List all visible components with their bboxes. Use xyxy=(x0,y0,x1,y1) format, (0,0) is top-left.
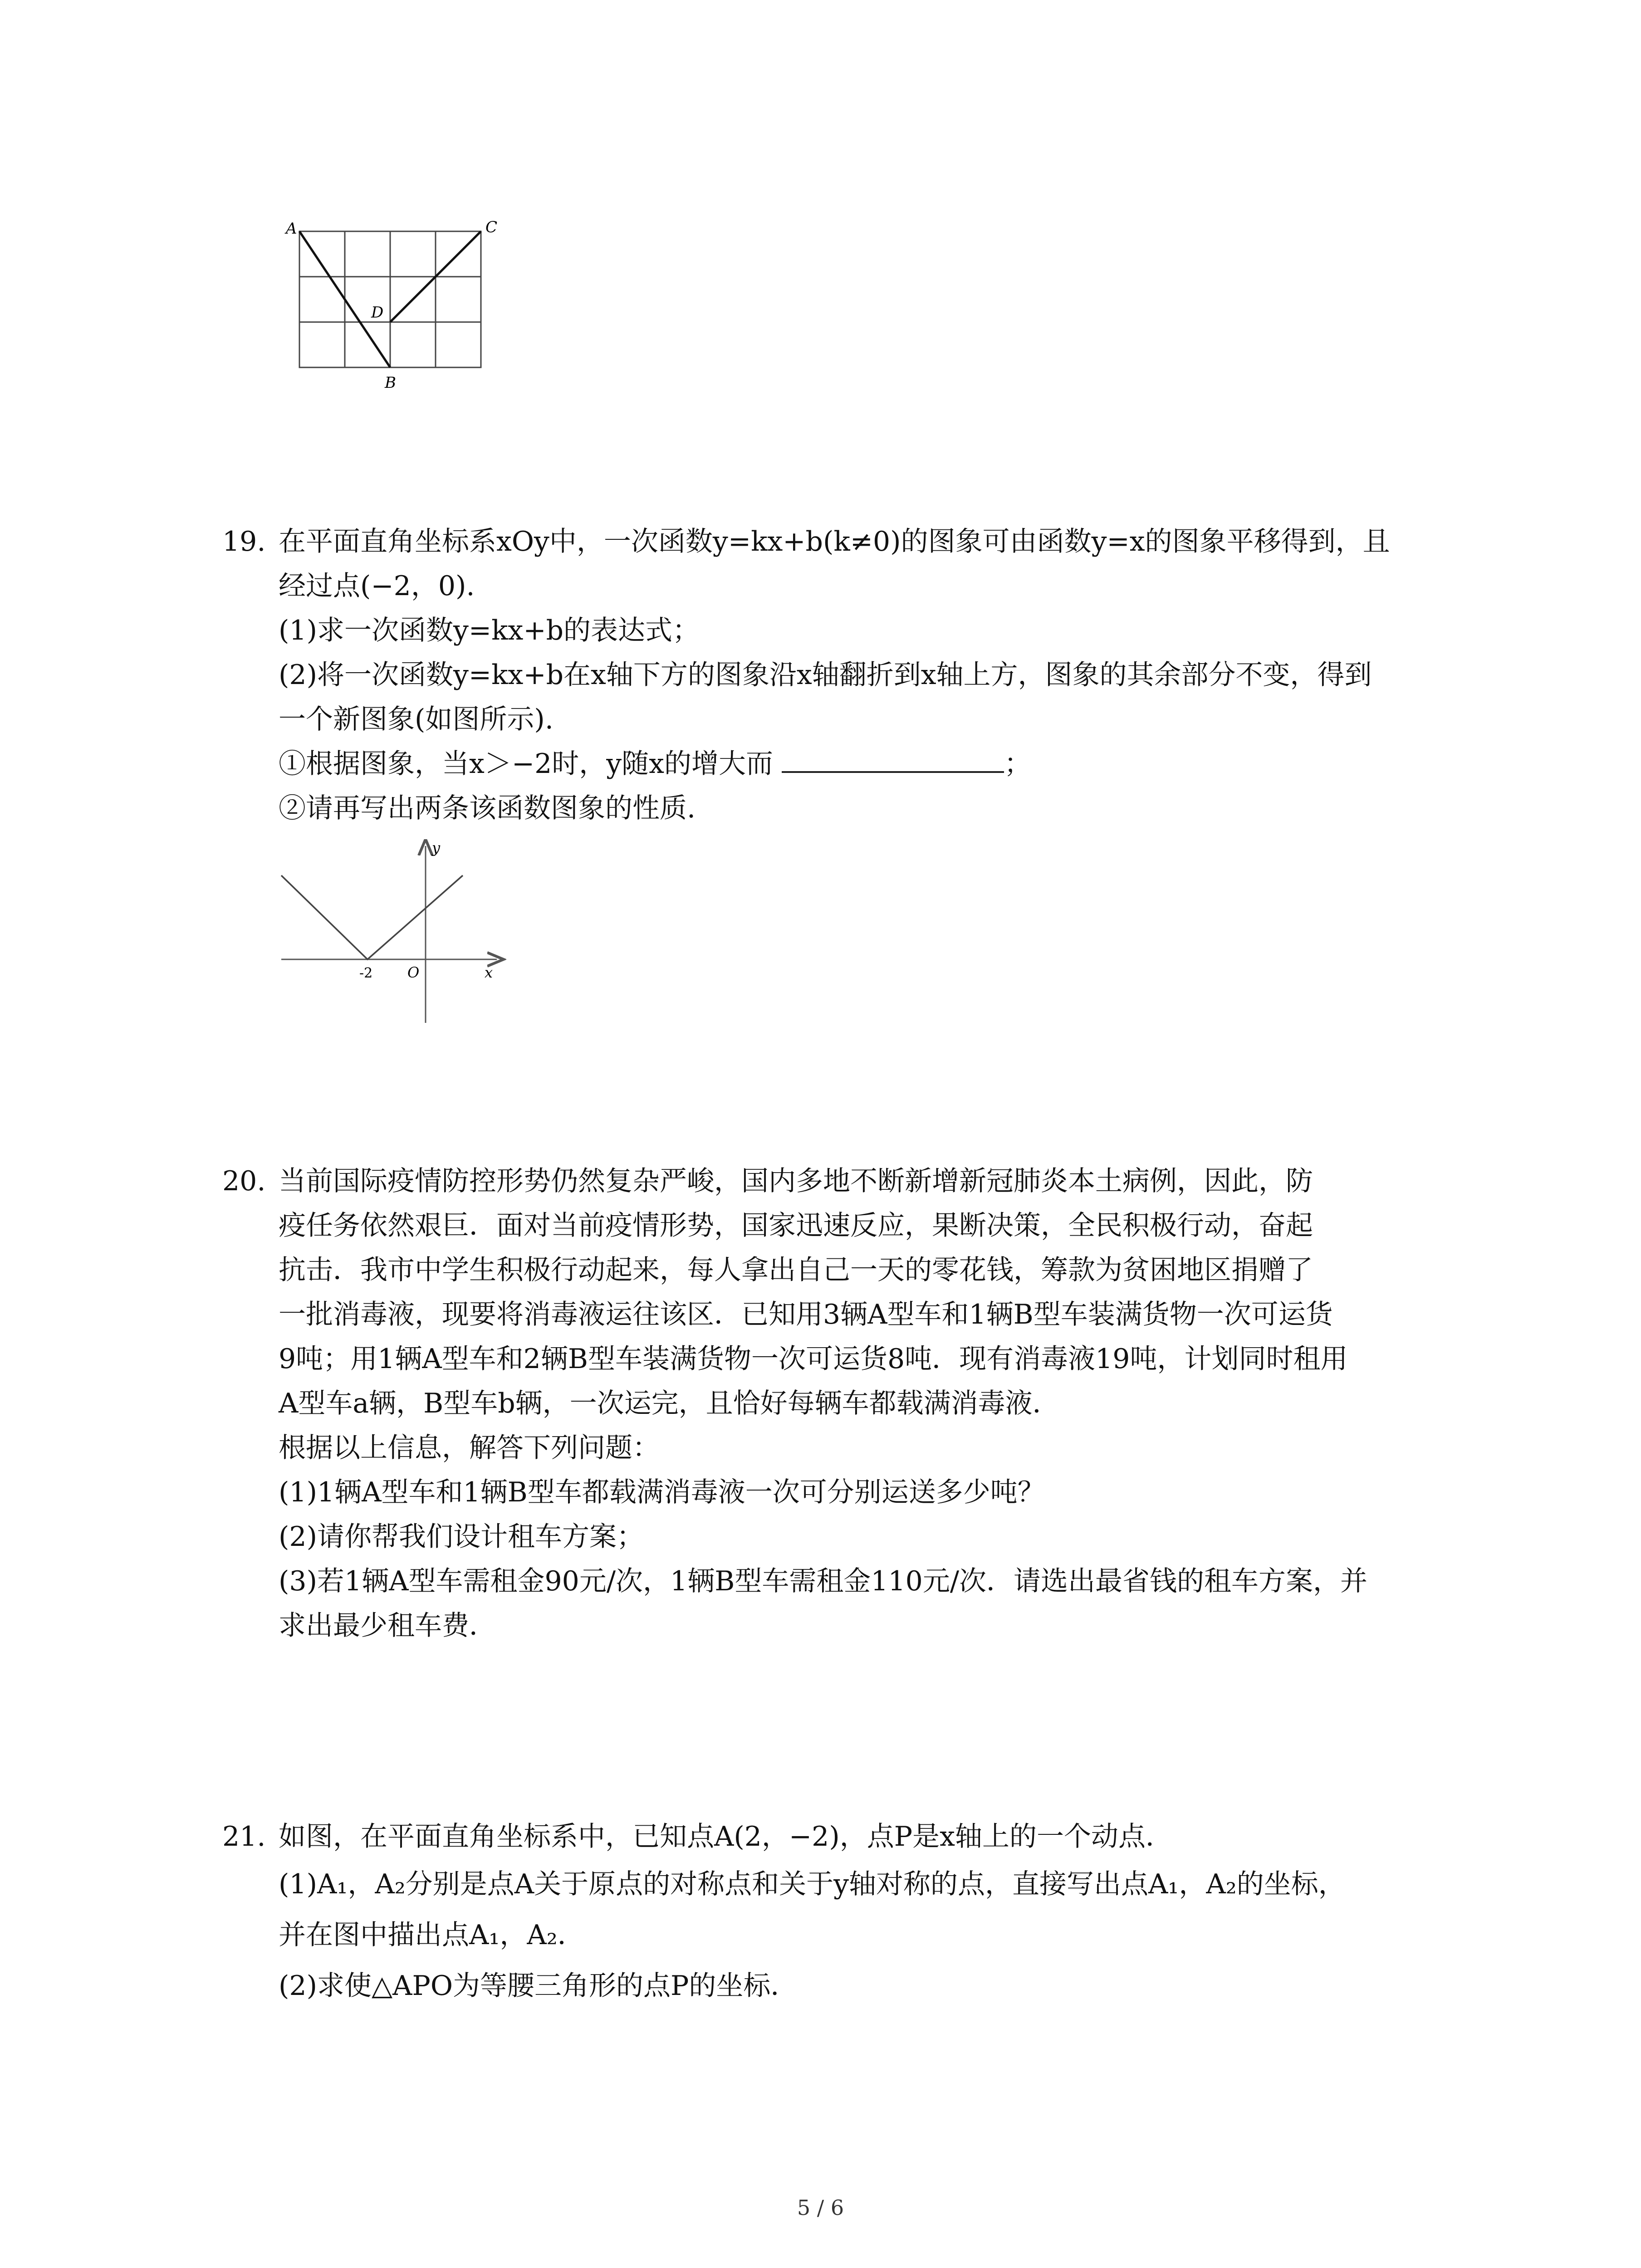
q19-line-2: (1)求一次函数y=kx+b的表达式； xyxy=(279,615,700,646)
question-21 xyxy=(222,1814,1456,2011)
q19-line-4: 一个新图象(如图所示). xyxy=(279,704,554,735)
function-graph xyxy=(272,839,508,1030)
axes xyxy=(281,846,497,1023)
page-number: 5 / 6 xyxy=(797,2195,844,2220)
q20-line-5: A型车a辆，B型车b辆，一次运完，且恰好每辆车都载满消毒液． xyxy=(279,1388,1060,1419)
label-b: B xyxy=(385,374,396,392)
q21-line-3: (2)求使△APO为等腰三角形的点P的坐标． xyxy=(279,1970,798,2002)
label-a: A xyxy=(286,220,297,238)
q20-line-4: 9吨；用1辆A型车和2辆B型车装满货物一次可运货8吨．现有消毒液19吨，计划同时租用 xyxy=(279,1343,1348,1375)
x-axis-label: x xyxy=(485,964,493,981)
question-19 xyxy=(222,519,1456,831)
q20-line-8: (2)请你帮我们设计租车方案； xyxy=(279,1521,644,1553)
q19-line-6: ； xyxy=(1004,748,1032,780)
q21-line-2: 并在图中描出点A₁，A₂． xyxy=(279,1919,585,1951)
q20-line-9: (3)若1辆A型车需租金90元/次，1辆B型车需租金110元/次．请选出最省钱的租车方案，并 xyxy=(279,1565,1368,1597)
question-20 xyxy=(222,1159,1456,1648)
q21-line-0: 如图，在平面直角坐标系中，已知点A(2，−2)，点P是x轴上的一个动点． xyxy=(279,1821,1173,1853)
question-number: 21. xyxy=(222,1821,266,1853)
answer-blank[interactable] xyxy=(782,744,1004,773)
question-number: 19. xyxy=(222,526,266,557)
q20-line-3: 一批消毒液，现要将消毒液运往该区．已知用3辆A型车和1辆B型车装满货物一次可运货 xyxy=(279,1299,1333,1330)
q19-line-1: 经过点(−2，0). xyxy=(279,570,475,602)
v-shaped-graph xyxy=(281,875,463,959)
grid-lines xyxy=(299,231,481,367)
q20-line-2: 抗击．我市中学生积极行动起来，每人拿出自己一天的零花钱，筹款为贫困地区捐赠了 xyxy=(279,1254,1313,1286)
q20-line-1: 疫任务依然艰巨．面对当前疫情形势，国家迅速反应，果断决策，全民积极行动，奋起 xyxy=(279,1210,1313,1242)
q20-line-7: (1)1辆A型车和1辆B型车都载满消毒液一次可分别运送多少吨？ xyxy=(279,1476,1045,1508)
q20-line-0: 当前国际疫情防控形势仍然复杂严峻，国内多地不断新增新冠肺炎本土病例，因此，防 xyxy=(279,1165,1313,1197)
q19-line-5: ①根据图象，当x＞−2时，y随x的增大而 xyxy=(279,748,774,780)
q21-line-1: (1)A₁，A₂分别是点A关于原点的对称点和关于y轴对称的点，直接写出点A₁，A₂的坐标， xyxy=(279,1868,1346,1900)
q19-line-3: (2)将一次函数y=kx+b在x轴下方的图象沿x轴翻折到x轴上方，图象的其余部分不变，得到 xyxy=(279,659,1372,691)
y-axis-label: y xyxy=(432,839,441,856)
q20-line-6: 根据以上信息，解答下列问题： xyxy=(279,1432,660,1464)
question-number: 20. xyxy=(222,1165,266,1197)
origin-label: O xyxy=(407,964,420,981)
q19-line-7: ②请再写出两条该函数图象的性质. xyxy=(279,792,696,824)
tick-label: -2 xyxy=(359,965,373,981)
label-c: C xyxy=(485,218,498,236)
label-d: D xyxy=(371,303,384,322)
q20-line-10: 求出最少租车费． xyxy=(279,1610,496,1642)
grid-figure xyxy=(272,213,508,395)
q19-line-0: 在平面直角坐标系xOy中，一次函数y=kx+b(k≠0)的图象可由函数y=x的图象平移得到，且 xyxy=(279,526,1390,557)
